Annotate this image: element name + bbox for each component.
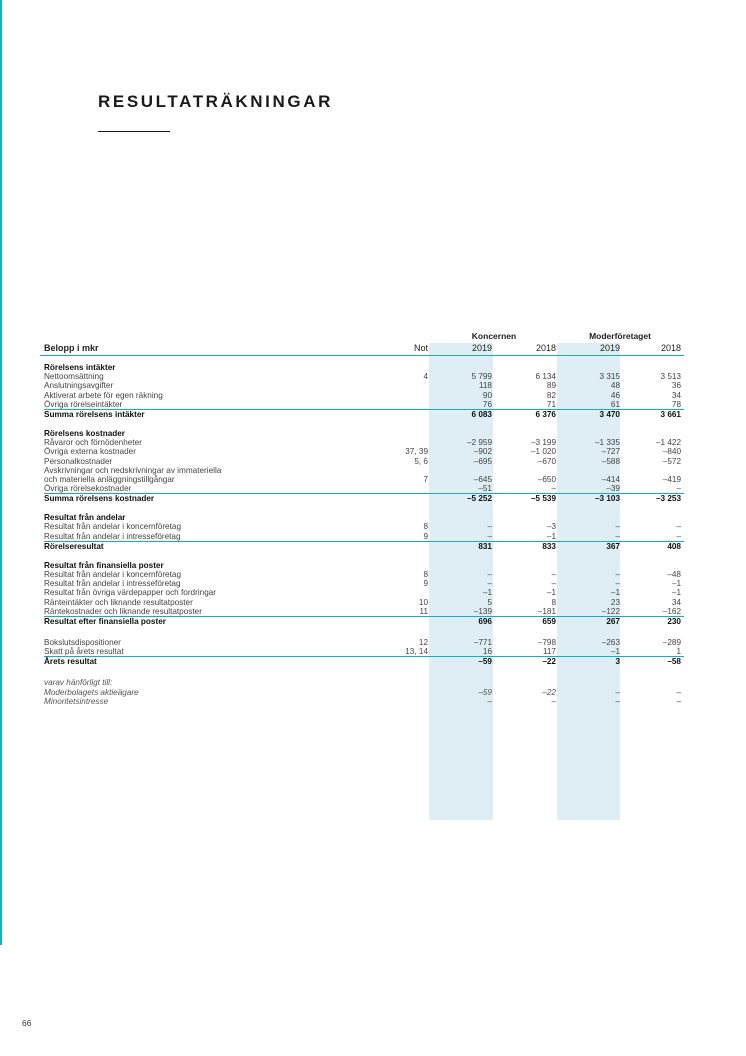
cell-k2018: – [551, 579, 556, 589]
cell-m2018: –289 [662, 637, 681, 647]
cell-k2018: –181 [537, 606, 556, 616]
cell-k2019: –902 [473, 447, 492, 457]
cell-k2018: –5 539 [530, 494, 556, 504]
title-underline [98, 131, 170, 132]
cell-m2018: –3 253 [655, 494, 681, 504]
row-label: Resultat från andelar i intresseföretag [44, 531, 181, 541]
income-statement-table [44, 363, 684, 706]
cell-k2018: – [551, 484, 556, 494]
cell-k2018: –1 [546, 531, 556, 541]
header-divider [40, 355, 684, 356]
cell-k2018: – [551, 696, 556, 706]
cell-k2019: – [487, 570, 492, 579]
cell-not: 5, 6 [414, 456, 428, 466]
cell-m2019: –39 [606, 484, 620, 494]
cell-m2019: 46 [610, 390, 620, 400]
cell-m2018: –840 [662, 447, 681, 457]
column-header-label: Belopp i mkr [44, 343, 99, 353]
cell-m2019: 3 470 [599, 409, 620, 419]
row-label: Övriga externa kostnader [44, 447, 136, 457]
table-row [44, 381, 684, 390]
table-row [44, 475, 684, 484]
cell-m2018: –1 [671, 579, 681, 589]
row-spacer [44, 504, 684, 513]
section-header-row [44, 363, 684, 372]
cell-k2019: 118 [478, 381, 492, 391]
cell-k2018: 6 134 [535, 372, 556, 382]
column-header-not: Not [413, 343, 428, 353]
cell-m2018: 3 513 [660, 372, 681, 382]
column-header-koncernen-2018: 2018 [535, 343, 556, 353]
cell-m2019: – [615, 570, 620, 579]
cell-k2018: –798 [537, 637, 556, 647]
cell-m2019: 61 [610, 399, 620, 409]
table-row [44, 638, 684, 647]
row-spacer [44, 552, 684, 561]
row-label: Årets resultat [44, 657, 97, 667]
cell-k2018: –3 199 [530, 438, 556, 448]
table-row [44, 391, 684, 400]
row-spacer [44, 627, 684, 638]
cell-not: 9 [423, 531, 428, 541]
row-label: Anslutningsavgifter [44, 381, 114, 391]
cell-m2018: – [676, 687, 681, 697]
cell-m2019: –3 103 [594, 494, 620, 504]
cell-k2019: 831 [478, 541, 492, 551]
cell-m2019: 23 [610, 597, 620, 607]
group-header-koncernen: Koncernen [471, 331, 517, 341]
cell-k2018: –1 [546, 588, 556, 598]
cell-m2019: –727 [601, 447, 620, 457]
row-label: Räntekostnader och liknande resultatposter [44, 606, 202, 616]
cell-m2019: –1 [610, 588, 620, 598]
row-label: Resultat från andelar [44, 513, 126, 523]
row-label: Summa rörelsens intäkter [44, 409, 145, 419]
cell-k2019: –5 252 [466, 494, 492, 504]
table-row [44, 466, 684, 475]
cell-k2018: –22 [542, 687, 556, 697]
cell-m2018: – [676, 484, 681, 494]
cell-k2018: –22 [542, 657, 556, 667]
cell-m2018: –1 [671, 588, 681, 598]
cell-k2019: – [487, 696, 492, 706]
cell-m2019: –1 335 [594, 438, 620, 448]
cell-m2019: – [615, 522, 620, 532]
column-header-koncernen-2019: 2019 [471, 343, 492, 353]
row-label: Nettoomsättning [44, 372, 104, 382]
row-label: Bokslutsdispositioner [44, 637, 121, 647]
table-row [44, 607, 684, 616]
row-spacer [44, 667, 684, 678]
summary-row [44, 409, 684, 420]
cell-m2019: –122 [601, 606, 620, 616]
cell-m2018: 230 [667, 616, 681, 626]
table-column-header-row [44, 343, 684, 355]
summary-row [44, 616, 684, 627]
cell-m2018: –572 [662, 456, 681, 466]
table-row [44, 598, 684, 607]
page-number: 66 [22, 1018, 32, 1028]
cell-m2018: 36 [671, 381, 681, 391]
section-header-row [44, 429, 684, 438]
cell-k2019: 5 799 [471, 372, 492, 382]
table-row [44, 678, 684, 687]
cell-not: 7 [423, 474, 428, 484]
cell-k2019: –59 [478, 687, 492, 697]
group-header-moderforetaget: Moderföretaget [589, 331, 651, 341]
row-label: Avskrivningar och nedskrivningar av immateriella [44, 465, 222, 475]
cell-k2018: 82 [546, 390, 556, 400]
cell-k2019: –1 [482, 588, 492, 598]
cell-k2018: –670 [537, 456, 556, 466]
cell-m2018: 34 [671, 390, 681, 400]
cell-not: 9 [423, 579, 428, 589]
table-row [44, 484, 684, 493]
cell-k2019: –771 [473, 637, 492, 647]
table-row [44, 647, 684, 656]
cell-m2019: – [615, 531, 620, 541]
cell-not: 12 [418, 637, 428, 647]
row-label: varav hänförligt till: [44, 678, 113, 688]
row-label: Minoritetsintresse [44, 696, 109, 706]
row-spacer [44, 420, 684, 429]
cell-k2019: –139 [473, 606, 492, 616]
cell-k2019: 696 [478, 616, 492, 626]
cell-not: 8 [423, 522, 428, 532]
row-label: Ränteintäkter och liknande resultatposter [44, 597, 193, 607]
summary-row [44, 656, 684, 667]
table-row [44, 688, 684, 697]
cell-m2018: –1 422 [655, 438, 681, 448]
cell-k2019: 6 083 [471, 409, 492, 419]
cell-m2018: 408 [667, 541, 681, 551]
cell-m2018: 3 661 [660, 409, 681, 419]
cell-m2019: –414 [601, 474, 620, 484]
cell-k2018: – [551, 570, 556, 579]
table-row [44, 372, 684, 381]
cell-k2019: 16 [482, 647, 492, 657]
cell-m2018: 78 [671, 399, 681, 409]
cell-m2019: –1 [610, 647, 620, 657]
cell-k2019: – [487, 522, 492, 532]
row-label: Personalkostnader [44, 456, 113, 466]
summary-row [44, 493, 684, 504]
row-label: Övriga rörelseintäkter [44, 399, 123, 409]
table-row [44, 579, 684, 588]
cell-k2018: 117 [542, 647, 556, 657]
summary-row [44, 541, 684, 552]
table-row [44, 457, 684, 466]
cell-m2018: 1 [676, 647, 681, 657]
cell-k2019: –51 [478, 484, 492, 494]
cell-k2018: 833 [542, 541, 556, 551]
column-header-moderforetaget-2018: 2018 [660, 343, 681, 353]
cell-m2018: – [676, 531, 681, 541]
row-label: Resultat från andelar i koncernföretag [44, 522, 181, 532]
cell-k2019: 5 [487, 597, 492, 607]
page-edge-accent-line [0, 0, 2, 945]
page-title: RESULTATRÄKNINGAR [98, 92, 333, 111]
cell-k2018: –3 [546, 522, 556, 532]
cell-m2018: –48 [667, 570, 681, 579]
row-label: Rörelsens kostnader [44, 428, 125, 438]
cell-m2019: – [615, 687, 620, 697]
cell-k2019: –695 [473, 456, 492, 466]
table-row [44, 532, 684, 541]
cell-m2018: – [676, 696, 681, 706]
cell-m2018: –162 [662, 606, 681, 616]
cell-k2019: – [487, 579, 492, 589]
cell-k2018: 6 376 [535, 409, 556, 419]
cell-m2019: 367 [606, 541, 620, 551]
cell-m2018: – [676, 522, 681, 532]
table-row [44, 522, 684, 531]
cell-m2018: –419 [662, 474, 681, 484]
cell-not: 10 [418, 597, 428, 607]
row-label: Rörelseresultat [44, 541, 104, 551]
table-row [44, 447, 684, 456]
cell-m2019: – [615, 696, 620, 706]
cell-m2019: – [615, 579, 620, 589]
row-label: Summa rörelsens kostnader [44, 494, 155, 504]
cell-m2019: 3 [615, 657, 620, 667]
cell-k2018: 8 [551, 597, 556, 607]
table-row [44, 588, 684, 597]
row-label: Resultat från andelar i intresseföretag [44, 579, 181, 589]
table-row [44, 400, 684, 409]
cell-not: 8 [423, 570, 428, 579]
row-label: Rörelsens intäkter [44, 363, 116, 372]
row-label: Skatt på årets resultat [44, 647, 124, 657]
cell-m2019: –588 [601, 456, 620, 466]
cell-k2019: – [487, 531, 492, 541]
cell-k2018: 659 [542, 616, 556, 626]
table-row [44, 570, 684, 579]
row-label: Resultat från finansiella poster [44, 560, 164, 570]
table-row [44, 438, 684, 447]
cell-m2019: 48 [610, 381, 620, 391]
cell-not: 4 [423, 372, 428, 382]
row-label: Råvaror och förnödenheter [44, 438, 142, 448]
cell-not: 11 [419, 606, 428, 616]
cell-m2019: 3 315 [599, 372, 620, 382]
cell-k2019: 76 [482, 399, 492, 409]
section-header-row [44, 561, 684, 570]
cell-k2018: 89 [546, 381, 556, 391]
cell-k2019: –645 [473, 474, 492, 484]
row-label: Moderbolagets aktieägare [44, 687, 139, 697]
cell-m2018: –58 [667, 657, 681, 667]
row-label: Resultat efter finansiella poster [44, 616, 166, 626]
row-label: Resultat från andelar i koncernföretag [44, 570, 181, 579]
cell-m2019: 267 [606, 616, 620, 626]
row-label: Resultat från övriga värdepapper och fordringar [44, 588, 217, 598]
cell-not: 13, 14 [405, 647, 428, 657]
row-label: Aktiverat arbete för egen räkning [44, 390, 163, 400]
cell-m2018: 34 [671, 597, 681, 607]
cell-k2018: –650 [537, 474, 556, 484]
cell-k2019: –2 959 [466, 438, 492, 448]
cell-k2019: –59 [478, 657, 492, 667]
cell-not: 37, 39 [405, 447, 428, 457]
row-label: Övriga rörelsekostnader [44, 484, 132, 494]
cell-k2018: –1 020 [530, 447, 556, 457]
row-label: och materiella anläggningstillgångar [44, 474, 175, 484]
cell-m2019: –263 [601, 637, 620, 647]
table-row [44, 697, 684, 706]
cell-k2019: 90 [482, 390, 492, 400]
column-header-moderforetaget-2019: 2019 [599, 343, 620, 353]
cell-k2018: 71 [546, 399, 556, 409]
